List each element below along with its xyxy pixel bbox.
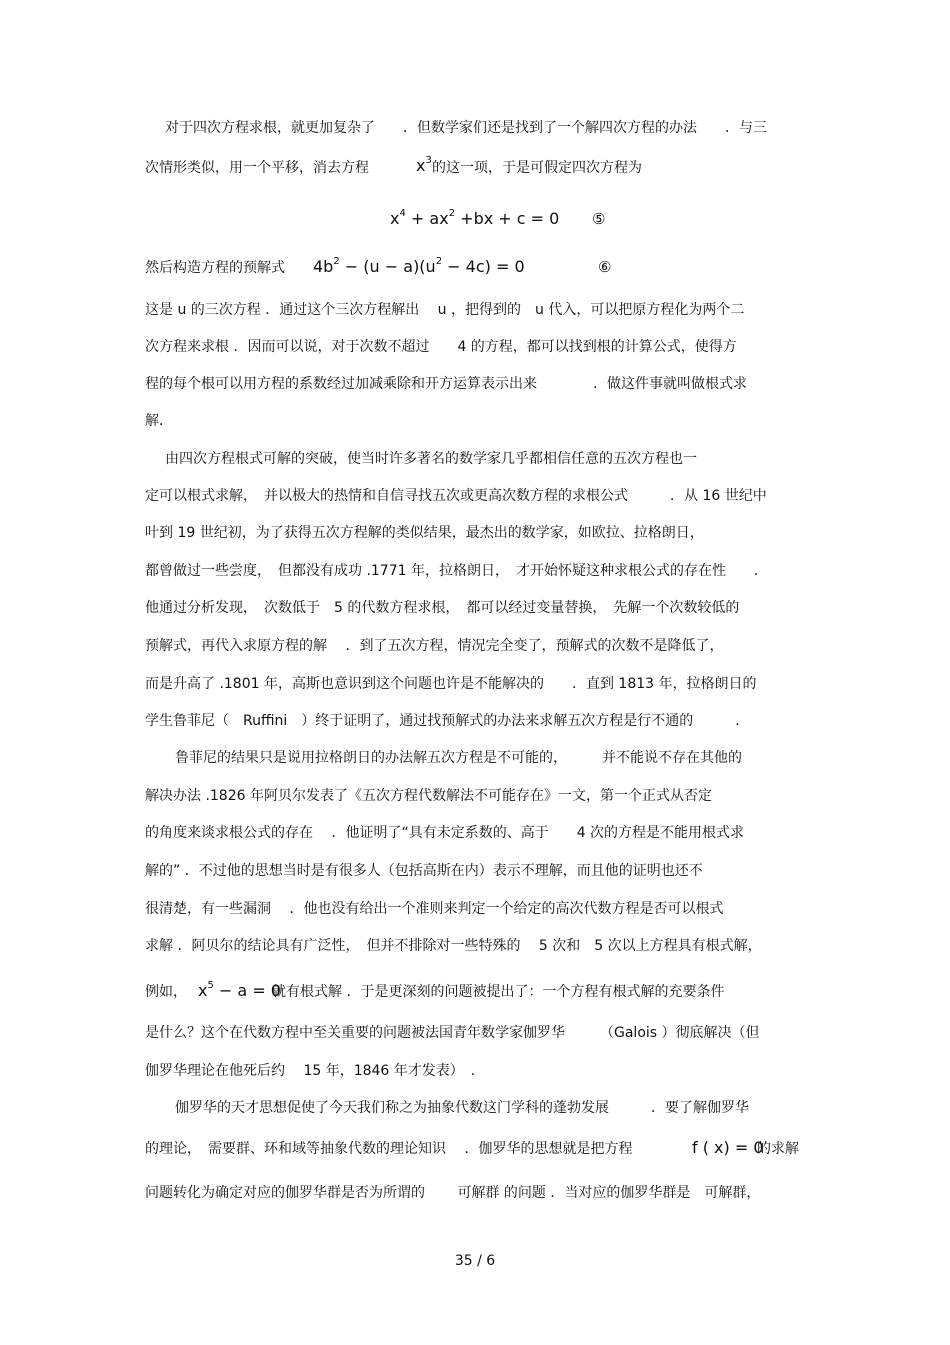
equation-6: $4b^2 - (u - a)(u^2 - 4c) = 0$ (313, 256, 525, 276)
equation-number-6: ⑥ (598, 258, 612, 276)
paragraph-line: 伽罗华理论在他死后约 15 年，1846 年才发表） ． (145, 1063, 485, 1079)
math-x5-equation: $x^5 - a = 0$ (198, 980, 281, 1000)
paragraph-line: 然后构造方程的预解式 (145, 260, 285, 276)
math-x-cubed: $x^3$ (416, 155, 432, 175)
paragraph-line: 的这一项，于是可假定四次方程为 (432, 160, 642, 176)
paragraph-line: 鲁菲尼的结果只是说用拉格朗日的办法解五次方程是不可能的， 并不能说不存在其他的 (175, 750, 742, 766)
paragraph-line: 对于四次方程求根，就更加复杂了 ．但数学家们还是找到了一个解四次方程的办法 ．与三 (165, 120, 767, 136)
paragraph-line: 次情形类似，用一个平移，消去方程 (145, 160, 369, 176)
paragraph-line: 的角度来谈求根公式的存在 ．他证明了“具有未定系数的、高于 4 次的方程是不能用根式求 (145, 825, 745, 841)
paragraph-line: 就有根式解 ．于是更深刻的问题被提出了：一个方程有根式解的充要条件 (272, 984, 725, 1000)
paragraph-line: 是什么？这个在代数方程中至关重要的问题被法国青年数学家伽罗华 （Galois ）彻底解决（但 (145, 1025, 760, 1041)
paragraph-line: 定可以根式求解， 并以极大的热情和自信寻找五次或更高次数方程的求根公式 ．从 16 世纪中 (145, 488, 767, 504)
page-number: 35 / 6 (454, 1253, 496, 1269)
paragraph-line: 的求解 (757, 1141, 799, 1157)
paragraph-line: 问题转化为确定对应的伽罗华群是否为所谓的 可解群 的问题 ．当对应的伽罗华群是 可解群， (145, 1185, 761, 1201)
paragraph-line: 学生鲁菲尼（ Ruffini ）终于证明了，通过找预解式的办法来求解五次方程是行不通的 ． (145, 713, 750, 729)
paragraph-line: 解决办法 .1826 年阿贝尔发表了《五次方程代数解法不可能存在》一文，第一个正式从否定 (145, 788, 712, 804)
paragraph-line: 这是 u 的三次方程 ．通过这个三次方程解出 u ，把得到的 u 代入，可以把原方程化为两个二 (145, 302, 745, 318)
paragraph-line: 程的每个根可以用方程的系数经过加减乘除和开方运算表示出来 ．做这件事就叫做根式求 (145, 376, 747, 392)
paragraph-line: 他通过分析发现， 次数低于 5 的代数方程求根， 都可以经过变量替换， 先解一个次数较低的 (145, 600, 740, 616)
paragraph-line: 的理论， 需要群、环和域等抽象代数的理论知识 ．伽罗华的思想就是把方程 (145, 1141, 633, 1157)
paragraph-line: 例如， (145, 984, 187, 1000)
paragraph-line: 求解 ．阿贝尔的结论具有广泛性， 但并不排除对一些特殊的 5 次和 5 次以上方程具有根式解， (145, 938, 762, 954)
paragraph-line: 由四次方程根式可解的突破，使当时许多著名的数学家几乎都相信任意的五次方程也一 (165, 451, 697, 467)
paragraph-line: 很清楚，有一些漏洞 ．他也没有给出一个准则来判定一个给定的高次代数方程是否可以根式 (145, 901, 724, 917)
equation-number-5: ⑤ (592, 210, 606, 228)
paragraph-line: 解的” ．不过他的思想当时是有很多人（包括高斯在内）表示不理解，而且他的证明也还不 (145, 863, 703, 879)
equation-5: $x^4 + ax^2 +bx + c = 0$ (390, 208, 560, 228)
paragraph-line: 预解式，再代入求原方程的解 ．到了五次方程，情况完全变了，预解式的次数不是降低了， (145, 638, 724, 654)
paragraph-line: 次方程来求根 ．因而可以说，对于次数不超过 4 的方程，都可以找到根的计算公式，使得方 (145, 339, 737, 355)
math-fx-equation: f ( x) = 0 (692, 1138, 764, 1157)
paragraph-line: 伽罗华的天才思想促使了今天我们称之为抽象代数这门学科的蓬勃发展 ．要了解伽罗华 (175, 1100, 749, 1116)
paragraph-line: 而是升高了 .1801 年，高斯也意识到这个问题也许是不能解决的 ．直到 1813 年，拉格朗日的 (145, 676, 757, 692)
paragraph-line: 叶到 19 世纪初，为了获得五次方程解的类似结果，最杰出的数学家，如欧拉、拉格朗日， (145, 525, 704, 541)
paragraph-line: 都曾做过一些尝度， 但都没有成功 .1771 年，拉格朗日， 才开始怀疑这种求根公式的存在性 ． (145, 563, 768, 579)
paragraph-line: 解． (145, 413, 173, 429)
